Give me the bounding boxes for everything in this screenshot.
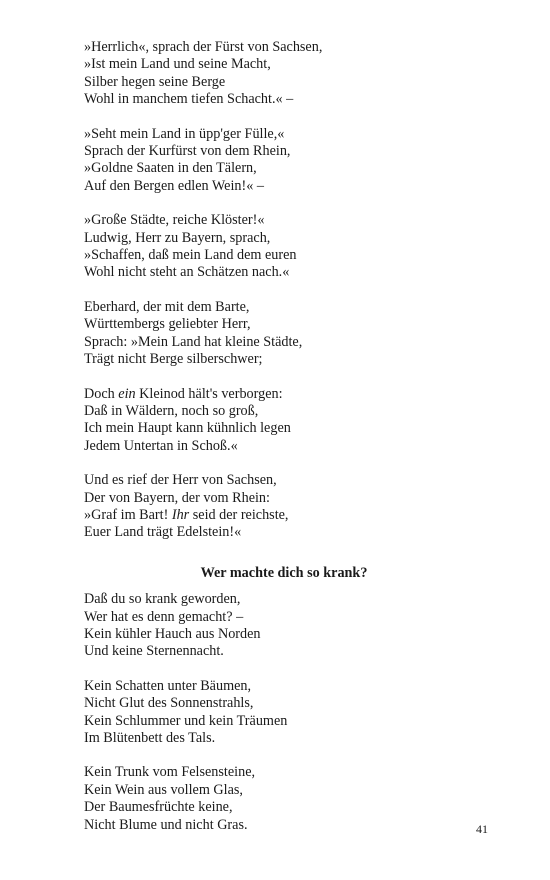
verse-line: Daß in Wäldern, noch so groß, xyxy=(84,402,259,419)
verse-line: Ludwig, Herr zu Bayern, sprach, xyxy=(84,229,271,246)
stanza xyxy=(84,126,484,196)
verse-line: »Seht mein Land in üpp'ger Fülle,« xyxy=(84,125,285,142)
verse-line: Kein Schlummer und kein Träumen xyxy=(84,712,288,729)
verse-line: »Schaffen, daß mein Land dem euren xyxy=(84,247,297,264)
verse-line: »Goldne Saaten in den Tälern, xyxy=(84,160,257,177)
stanza xyxy=(84,39,484,109)
stanza xyxy=(84,212,484,282)
verse-line: Und es rief der Herr von Sachsen, xyxy=(84,472,277,489)
verse-line: Kein kühler Hauch aus Norden xyxy=(84,625,261,642)
verse-line: Wer hat es denn gemacht? – xyxy=(84,608,244,625)
stanza xyxy=(84,764,484,834)
verse-line: Auf den Bergen edlen Wein!« – xyxy=(84,177,264,194)
page-number: 41 xyxy=(476,822,488,836)
verse-line: Daß du so krank geworden, xyxy=(84,591,241,608)
stanza xyxy=(84,386,484,456)
page-body xyxy=(84,39,484,851)
verse-line: Der Baumesfrüchte keine, xyxy=(84,799,233,816)
verse-line: »Ist mein Land und seine Macht, xyxy=(84,56,271,73)
verse-line: Nicht Blume und nicht Gras. xyxy=(84,816,248,833)
verse-line: Nicht Glut des Sonnenstrahls, xyxy=(84,695,254,712)
verse-line: »Graf im Bart! Ihr seid der reichste, xyxy=(84,506,289,523)
verse-line: Ich mein Haupt kann kühnlich legen xyxy=(84,420,291,437)
verse-line: Im Blütenbett des Tals. xyxy=(84,730,216,746)
stanza xyxy=(84,299,484,369)
verse-line: Kein Schatten unter Bäumen, xyxy=(84,677,252,694)
verse-line: Der von Bayern, der vom Rhein: xyxy=(84,489,270,506)
verse-line: Sprach der Kurfürst von dem Rhein, xyxy=(84,143,291,160)
verse-line: »Große Städte, reiche Klöster!« xyxy=(84,212,265,229)
stanza xyxy=(84,472,484,542)
verse-line: Kein Trunk vom Felsensteine, xyxy=(84,764,256,781)
verse-line: Eberhard, der mit dem Barte, xyxy=(84,298,250,315)
poem-wer-machte-dich-so-krank xyxy=(84,591,484,834)
verse-line: Jedem Untertan in Schoß.« xyxy=(84,437,238,454)
verse-line: Trägt nicht Berge silberschwer; xyxy=(84,351,263,368)
verse-line: Wohl in manchem tiefen Schacht.« – xyxy=(84,91,294,108)
verse-line: Doch ein Kleinod hält's verborgen: xyxy=(84,385,283,402)
stanza xyxy=(84,591,484,661)
stanza xyxy=(84,678,484,748)
verse-line: Württembergs geliebter Herr, xyxy=(84,316,251,333)
verse-line: »Herrlich«, sprach der Fürst von Sachsen, xyxy=(84,39,323,55)
verse-line: Kein Wein aus vollem Glas, xyxy=(84,781,243,798)
verse-line: Euer Land trägt Edelstein!« xyxy=(84,524,242,541)
verse-line: Und keine Sternennacht. xyxy=(84,643,224,660)
poem-herrlich xyxy=(84,39,484,542)
verse-line: Sprach: »Mein Land hat kleine Städte, xyxy=(84,333,303,350)
verse-line: Wohl nicht steht an Schätzen nach.« xyxy=(84,264,290,281)
poem-title: Wer machte dich so krank? xyxy=(200,564,368,581)
verse-line: Silber hegen seine Berge xyxy=(84,73,226,90)
